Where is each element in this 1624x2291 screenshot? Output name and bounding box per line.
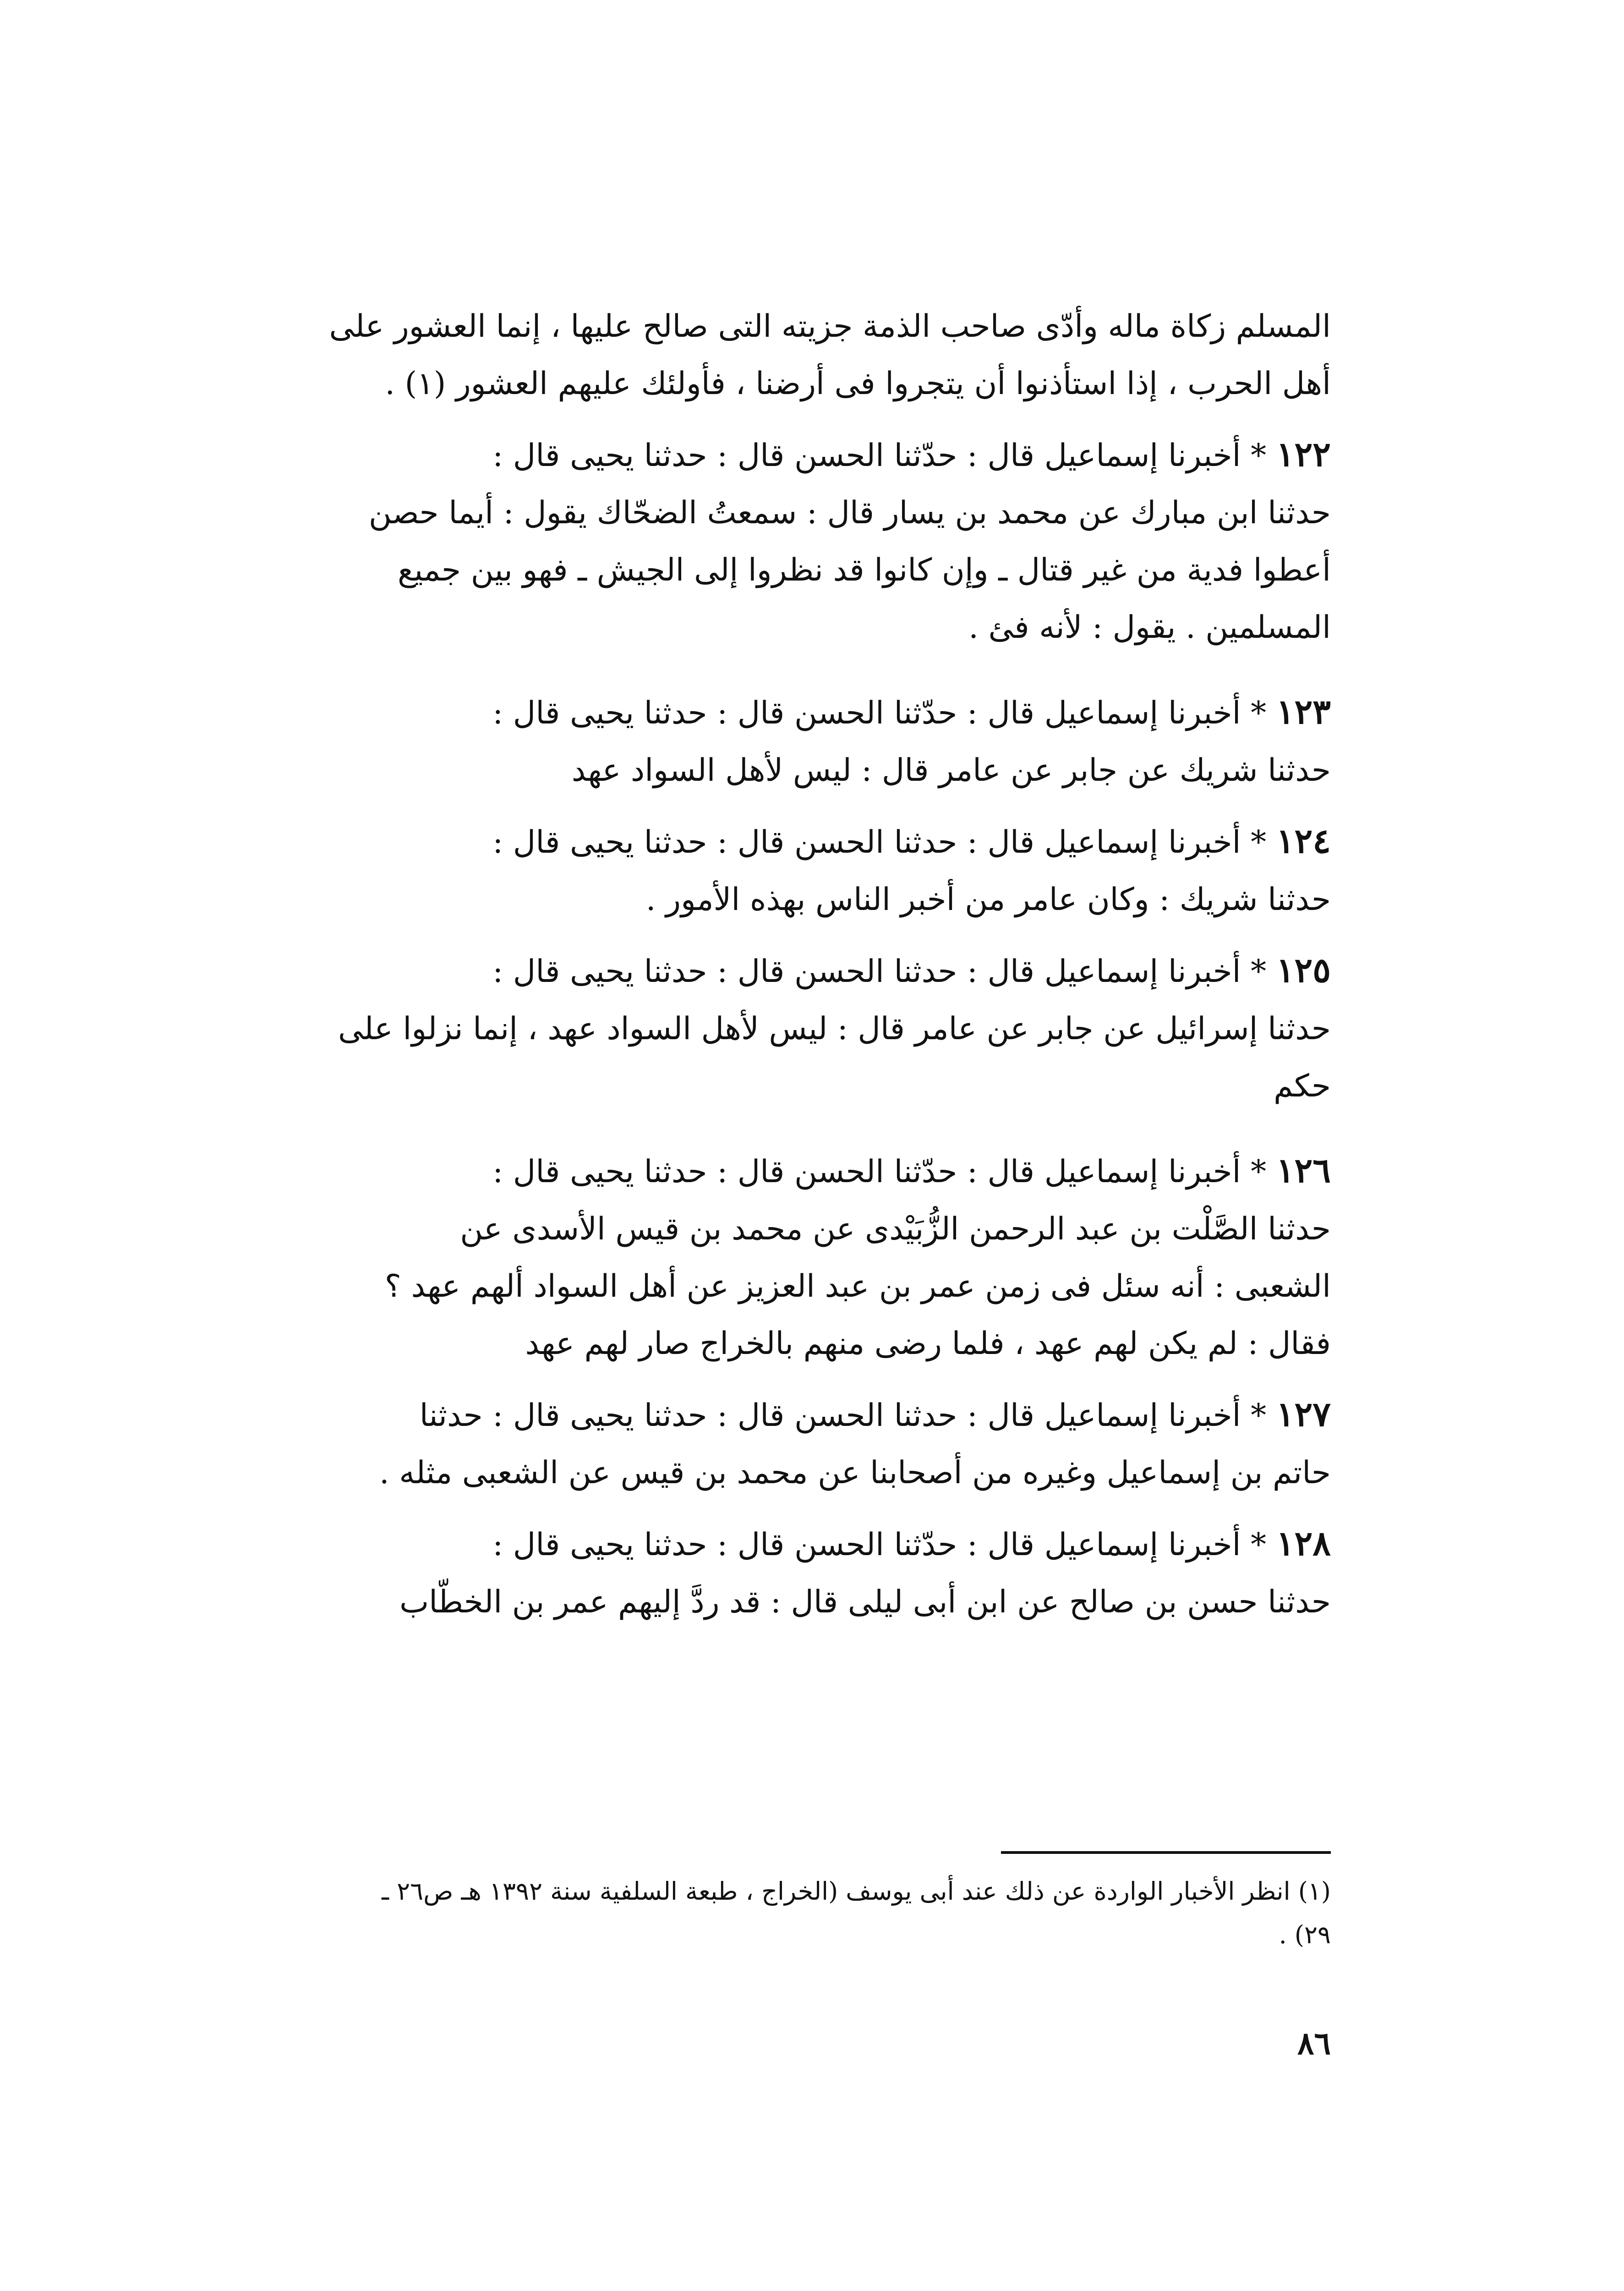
paragraph-head	[275, 1386, 1331, 1444]
page-number: ٨٦	[1297, 2025, 1331, 2062]
paragraph-head-text: * أخبرنا إسماعيل قال : حدثنا الحسن قال : حدثنا يحيى قال :	[492, 954, 1276, 990]
main-text	[275, 298, 1331, 1631]
hadith-123	[275, 684, 1331, 799]
hadith-128	[275, 1515, 1331, 1631]
hadith-126	[275, 1142, 1331, 1372]
paragraph-head-text: * أخبرنا إسماعيل قال : حدثنا الحسن قال : حدثنا يحيى قال : حدثنا	[419, 1398, 1276, 1434]
hadith-127	[275, 1386, 1331, 1502]
paragraph-head-text: * أخبرنا إسماعيل قال : حدّثنا الحسن قال : حدثنا يحيى قال :	[492, 1527, 1276, 1563]
hadith-122	[275, 426, 1331, 656]
hadith-125	[275, 942, 1331, 1115]
text-line: حدثنا الصَّلْت بن عبد الرحمن الزُّبَيْدى عن محمد بن قيس الأسدى عن	[460, 1211, 1331, 1247]
text-line: أهل الحرب ، إذا استأذنوا أن يتجروا فى أرضنا ، فأولئك عليهم العشور (١) .	[385, 366, 1331, 402]
text-line: حدثنا ابن مبارك عن محمد بن يسار قال : سمعتُ الضحّاك يقول : أيما حصن	[368, 495, 1331, 531]
text-line: أعطوا فدية من غير قتال ـ وإن كانوا قد نظروا إلى الجيش ـ فهو بين جميع	[398, 552, 1331, 588]
footnote-line: ٢٩) .	[1279, 1920, 1331, 1949]
footnote-line: (١) انظر الأخبار الواردة عن ذلك عند أبى يوسف (الخراج ، طبعة السلفية سنة ١٣٩٢ هـ ص٢٦ ـ	[382, 1877, 1331, 1906]
paragraph-head	[275, 813, 1331, 871]
paragraph-head-text: * أخبرنا إسماعيل قال : حدّثنا الحسن قال : حدثنا يحيى قال :	[492, 1154, 1276, 1190]
hadith-124	[275, 813, 1331, 928]
text-line: حدثنا حسن بن صالح عن ابن أبى ليلى قال : قد ردَّ إليهم عمر بن الخطّاب	[399, 1584, 1331, 1620]
paragraph-head-text: * أخبرنا إسماعيل قال : حدثنا الحسن قال : حدثنا يحيى قال :	[492, 824, 1276, 860]
paragraph-head	[275, 684, 1331, 742]
text-line: المسلمين . يقول : لأنه فئ .	[968, 609, 1331, 646]
paragraph-head-text: * أخبرنا إسماعيل قال : حدّثنا الحسن قال : حدثنا يحيى قال :	[492, 438, 1276, 474]
paragraph-number: ١٢٣	[1276, 692, 1331, 732]
footnote-divider	[1001, 1851, 1331, 1854]
paragraph-head	[275, 1142, 1331, 1200]
paragraph-head	[275, 942, 1331, 1000]
text-line: حكم	[1274, 1068, 1331, 1104]
text-line: حدثنا شريك عن جابر عن عامر قال : ليس لأهل السواد عهد	[571, 752, 1331, 789]
paragraph-number: ١٢٦	[1276, 1151, 1331, 1190]
text-line: حدثنا إسرائيل عن جابر عن عامر قال : ليس لأهل السواد عهد ، إنما نزلوا على	[338, 1011, 1331, 1047]
paragraph-number: ١٢٧	[1276, 1395, 1331, 1434]
paragraph-number: ١٢٨	[1276, 1524, 1331, 1563]
paragraph-head	[275, 1515, 1331, 1573]
text-line: المسلم زكاة ماله وأدّى صاحب الذمة جزيته التى صالح عليها ، إنما العشور على	[329, 308, 1331, 345]
paragraph-head	[275, 426, 1331, 484]
footnote	[302, 1869, 1331, 1957]
paragraph-number: ١٢٢	[1276, 435, 1331, 474]
paragraph-number: ١٢٥	[1276, 951, 1331, 990]
paragraph-head-text: * أخبرنا إسماعيل قال : حدّثنا الحسن قال : حدثنا يحيى قال :	[492, 695, 1276, 731]
intro-paragraph	[275, 298, 1331, 412]
text-line: فقال : لم يكن لهم عهد ، فلما رضى منهم بالخراج صار لهم عهد	[525, 1326, 1331, 1362]
text-line: الشعبى : أنه سئل فى زمن عمر بن عبد العزيز عن أهل السواد ألهم عهد ؟	[384, 1268, 1331, 1304]
paragraph-number: ١٢٤	[1276, 822, 1331, 861]
text-line: حاتم بن إسماعيل وغيره من أصحابنا عن محمد بن قيس عن الشعبى مثله .	[379, 1455, 1331, 1491]
text-line: حدثنا شريك : وكان عامر من أخبر الناس بهذه الأمور .	[645, 882, 1331, 918]
